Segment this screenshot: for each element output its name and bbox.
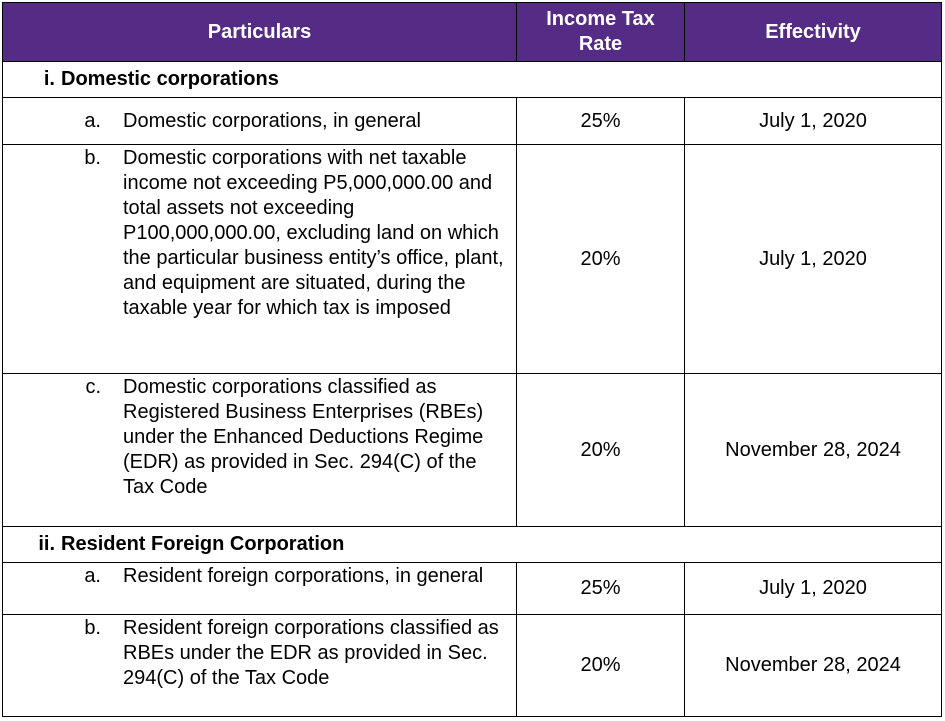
- section-title: Resident Foreign Corporation: [61, 533, 345, 555]
- item-text: Resident foreign corporations, in general: [123, 565, 484, 587]
- effectivity-cell: November 28, 2024: [685, 374, 942, 527]
- table-row: [3, 145, 942, 374]
- particulars-cell: [3, 563, 517, 615]
- section-row-resident-foreign: [3, 527, 942, 563]
- income-tax-rate-table: [2, 2, 942, 717]
- item-text: Resident foreign corporations classified as RBEs under the EDR as provided in Sec. 294(C) of the Tax Code: [123, 617, 499, 689]
- item-text: Domestic corporations, in general: [123, 109, 421, 132]
- table-row: [3, 374, 942, 527]
- header-particulars: Particulars: [3, 3, 517, 62]
- item-letter: b.: [84, 617, 101, 639]
- effectivity-cell: July 1, 2020: [685, 145, 942, 374]
- table-row: [3, 615, 942, 717]
- effectivity-cell: July 1, 2020: [685, 98, 942, 145]
- item-text: Domestic corporations with net taxable income not exceeding P5,000,000.00 and total assets not exceeding P100,000,000.00, excluding land on which the particular business entity’s office, plant, and equipment are situated, during the taxable year for which tax is imposed: [123, 147, 504, 319]
- section-title: Domestic corporations: [61, 68, 279, 90]
- section-cell: [3, 527, 942, 563]
- rate-cell: 25%: [517, 98, 685, 145]
- item-letter: b.: [84, 147, 101, 169]
- header-effectivity: Effectivity: [685, 3, 942, 62]
- rate-cell: 25%: [517, 563, 685, 615]
- rate-cell: 20%: [517, 615, 685, 717]
- item-text: Domestic corporations classified as Registered Business Enterprises (RBEs) under the Enhanced Deductions Regime (EDR) as provided in Sec. 294(C) of the Tax Code: [123, 376, 484, 498]
- header-income-tax-rate: Income Tax Rate: [517, 3, 685, 62]
- effectivity-cell: November 28, 2024: [685, 615, 942, 717]
- table-row: [3, 563, 942, 615]
- table-row: [3, 98, 942, 145]
- rate-cell: 20%: [517, 374, 685, 527]
- rate-cell: 20%: [517, 145, 685, 374]
- particulars-cell: [3, 615, 517, 717]
- effectivity-cell: July 1, 2020: [685, 563, 942, 615]
- section-number: ii.: [38, 533, 55, 555]
- particulars-cell: [3, 374, 517, 527]
- section-row-domestic: [3, 62, 942, 98]
- particulars-cell: [3, 145, 517, 374]
- section-cell: [3, 62, 942, 98]
- item-letter: a.: [84, 109, 101, 132]
- section-number: i.: [43, 68, 55, 90]
- item-letter: c.: [85, 376, 101, 398]
- item-letter: a.: [84, 565, 101, 587]
- particulars-cell: [3, 98, 517, 145]
- table-header-row: [3, 3, 942, 62]
